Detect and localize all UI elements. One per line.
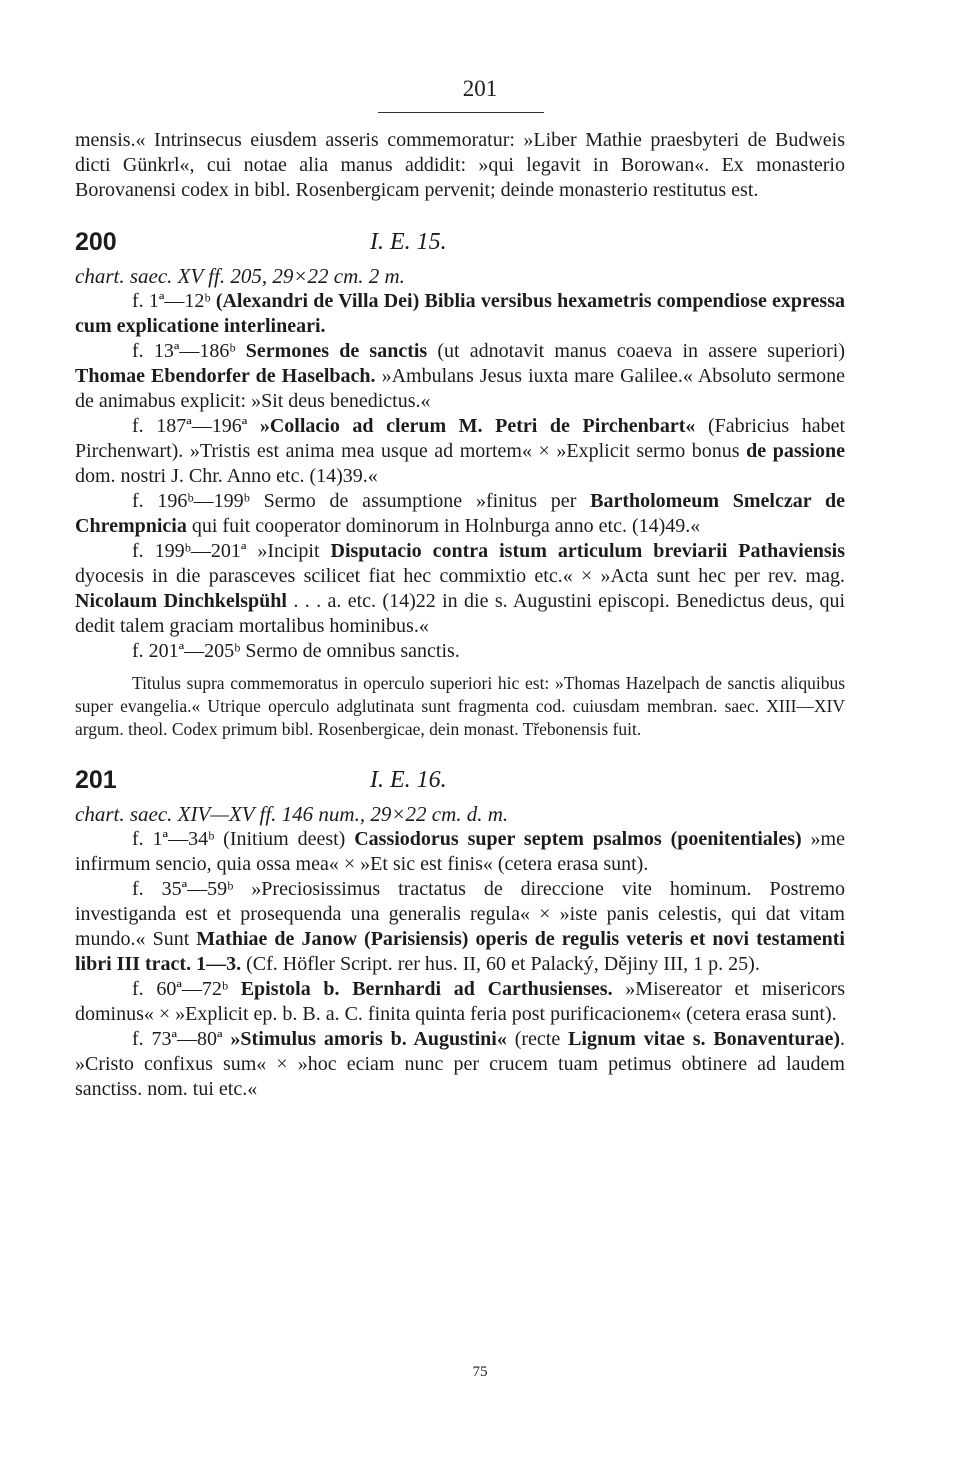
folio-item: f. 187ª—196ª »Collacio ad clerum M. Petri de Pirchenbart« (Fabricius habet Pirchenwart). »Tristis est anima mea usque ad mortem« × »Explicit sermo bonus de passione dom. nostri J. Chr. Anno etc. (14)39.« <box>75 415 845 487</box>
entry-201-heading <box>75 768 845 802</box>
entry-description: chart. saec. XV ff. 205, 29×22 cm. 2 m. <box>75 264 405 288</box>
intro-paragraph: mensis.« Intrinsecus eiusdem asseris commemoratur: »Liber Mathie praesbyteri de Budweis dicti Günkrl«, cui notae alia manus addidit: »qui legavit in Borowan«. Ex monasterio Borovanensi codex in bibl. Rosenbergicam pervenit; deinde monasterio restitutus est. <box>75 129 845 201</box>
entry-number: 200 <box>75 228 117 256</box>
entry-number: 201 <box>75 766 117 794</box>
folio-item: f. 73ª—80ª »Stimulus amoris b. Augustini« (recte Lignum vitae s. Bonaventurae). »Cristo confixus sum« × »hoc eciam nunc per crucem tuam petimus obtinere ad laudem sanctiss. nom. tui etc.« <box>75 1028 846 1100</box>
folio-item: f. 60ª—72ᵇ Epistola b. Bernhardi ad Carthusienses. »Misereator et misericors dominus« × »Explicit ep. b. B. a. C. finita quinta feria post purificacionem« (cetera erasa sunt). <box>75 978 846 1025</box>
folio-item: f. 35ª—59ᵇ »Preciosissimus tractatus de direccione vite hominum. Postremo investiganda est et prosequenda una generalis regula« × »iste panis celestis, qui dat vitam mundo.« Sunt Mathiae de Janow (Parisiensis) operis de regulis veteris et novi testamenti libri III tract. 1—3. (Cf. Höfler Script. rer hus. II, 60 et Palacký, Dějiny III, 1 p. 25). <box>75 878 846 975</box>
folio-item: f. 201ª—205ᵇ Sermo de omnibus sanctis. <box>132 640 460 662</box>
page-body <box>75 128 845 1102</box>
folio-item: f. 1ª—12ᵇ (Alexandri de Villa Dei) Biblia versibus hexametris compendiose expressa cum explicatione interlineari. <box>75 290 845 337</box>
entry-signature: I. E. 15. <box>370 229 447 255</box>
page-number-top: 201 <box>462 76 498 101</box>
folio-item: f. 1ª—34ᵇ (Initium deest) Cassiodorus super septem psalmos (poenitentiales) »me infirmum sencio, quia ossa mea« × »Et sic est finis« (cetera erasa sunt). <box>75 828 845 875</box>
folio-item: f. 13ª—186ᵇ Sermones de sanctis (ut adnotavit manus coaeva in assere superiori) Thomae Ebendorfer de Haselbach. »Ambulans Jesus iuxta mare Galilee.« Absoluto sermone de animabus explicit: »Sit deus benedictus.« <box>75 340 846 412</box>
page-number-bottom: 75 <box>472 1364 488 1380</box>
entry-description: chart. saec. XIV—XV ff. 146 num., 29×22 cm. d. m. <box>75 802 509 826</box>
header-rule <box>378 112 544 113</box>
entry-signature: I. E. 16. <box>370 767 447 793</box>
entry-note: Titulus supra commemoratus in operculo superiori hic est: »Thomas Hazelpach de sanctis aliquibus super evangelia.« Utrique operculo adglutinata sunt fragmenta cod. cuiusdam membran. saec. XIII—XIV argum. theol. Codex primum bibl. Rosenbergicae, dein monast. Třebonensis fuit. <box>75 673 845 739</box>
folio-item: f. 199ᵇ—201ª »Incipit Disputacio contra istum articulum breviarii Pathaviensis dyocesis in die parasceves scilicet fiat hec commixtio etc.« × »Acta sunt hec per rev. mag. Nicolaum Dinchkelspühl . . . a. etc. (14)22 in die s. Augustini episcopi. Benedictus deus, qui dedit talem graciam mortalibus hominibus.« <box>75 540 845 637</box>
entry-200-heading <box>75 230 845 264</box>
folio-item: f. 196ᵇ—199ᵇ Sermo de assumptione »finitus per Bartholomeum Smelczar de Chrempnicia qui fuit cooperator dominorum in Holnburga anno etc. (14)49.« <box>75 490 845 537</box>
